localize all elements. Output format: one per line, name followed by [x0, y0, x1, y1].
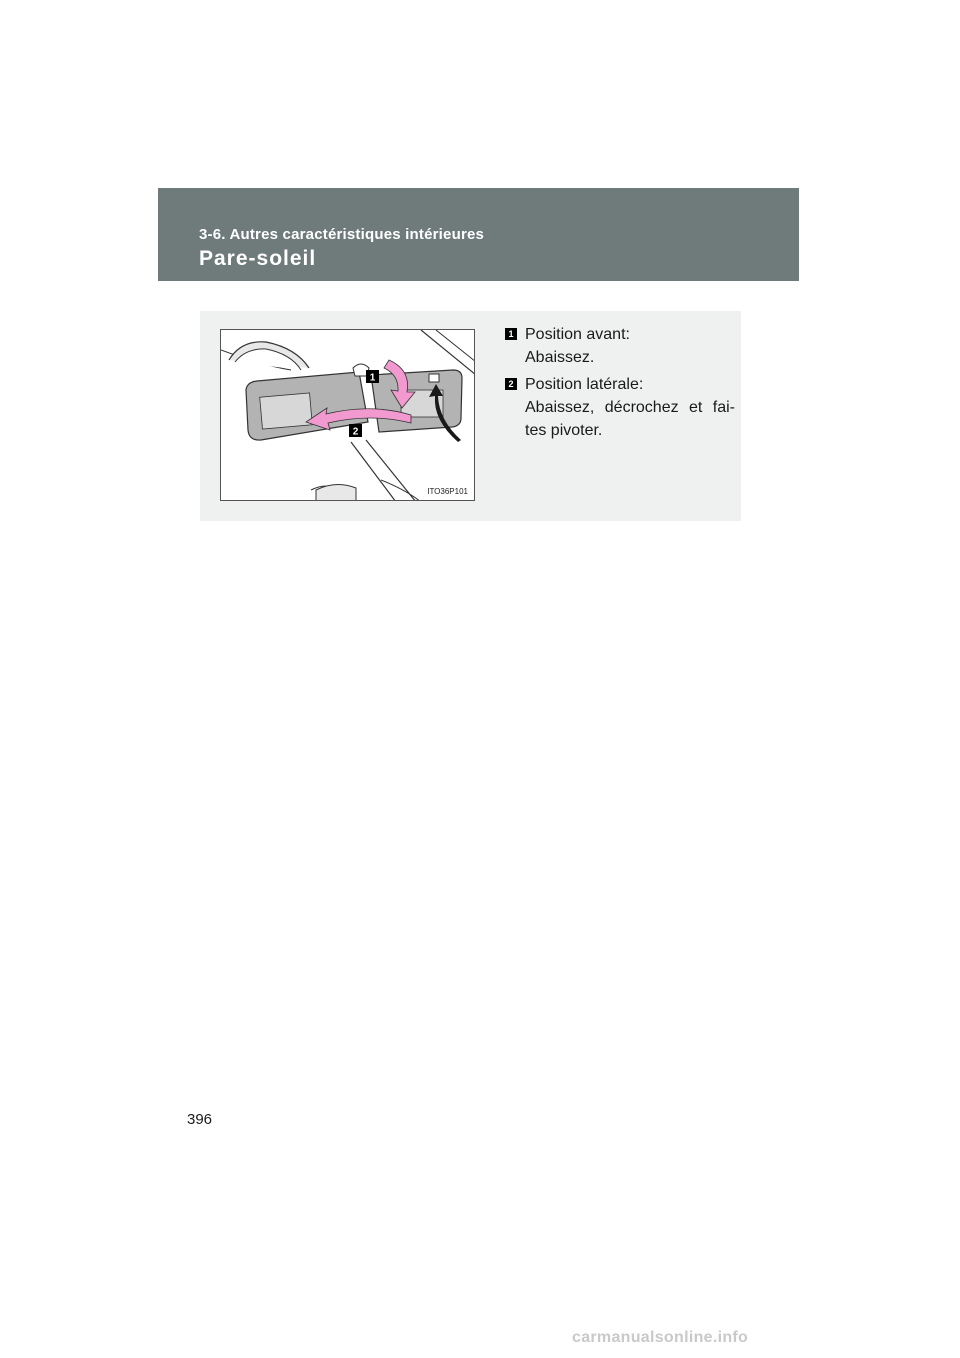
- step-description: Abaissez, décrochez et fai-tes pivoter.: [525, 399, 735, 439]
- watermark: carmanualsonline.info: [572, 1329, 749, 1346]
- page-number: 396: [187, 1111, 213, 1128]
- step-description: Abaissez.: [525, 349, 595, 366]
- info-panel: [200, 311, 741, 521]
- step-item: [505, 323, 735, 369]
- step-number-badge: 1: [505, 328, 517, 340]
- page-title: Pare-soleil: [199, 247, 317, 270]
- figure-marker-1: 1: [369, 372, 376, 384]
- step-title: Position latérale:: [525, 376, 644, 393]
- section-label: 3-6. Autres caractéristiques intérieures: [199, 226, 485, 243]
- step-item: [505, 373, 735, 442]
- step-number-badge: 2: [505, 378, 517, 390]
- sun-visor-illustration: [221, 330, 475, 501]
- step-title: Position avant:: [525, 326, 630, 343]
- figure-code: ITO36P101: [427, 487, 468, 496]
- step-list: [505, 323, 735, 446]
- figure-marker-2: 2: [352, 426, 359, 438]
- section-header: [158, 188, 799, 281]
- sun-visor-figure: [220, 329, 475, 501]
